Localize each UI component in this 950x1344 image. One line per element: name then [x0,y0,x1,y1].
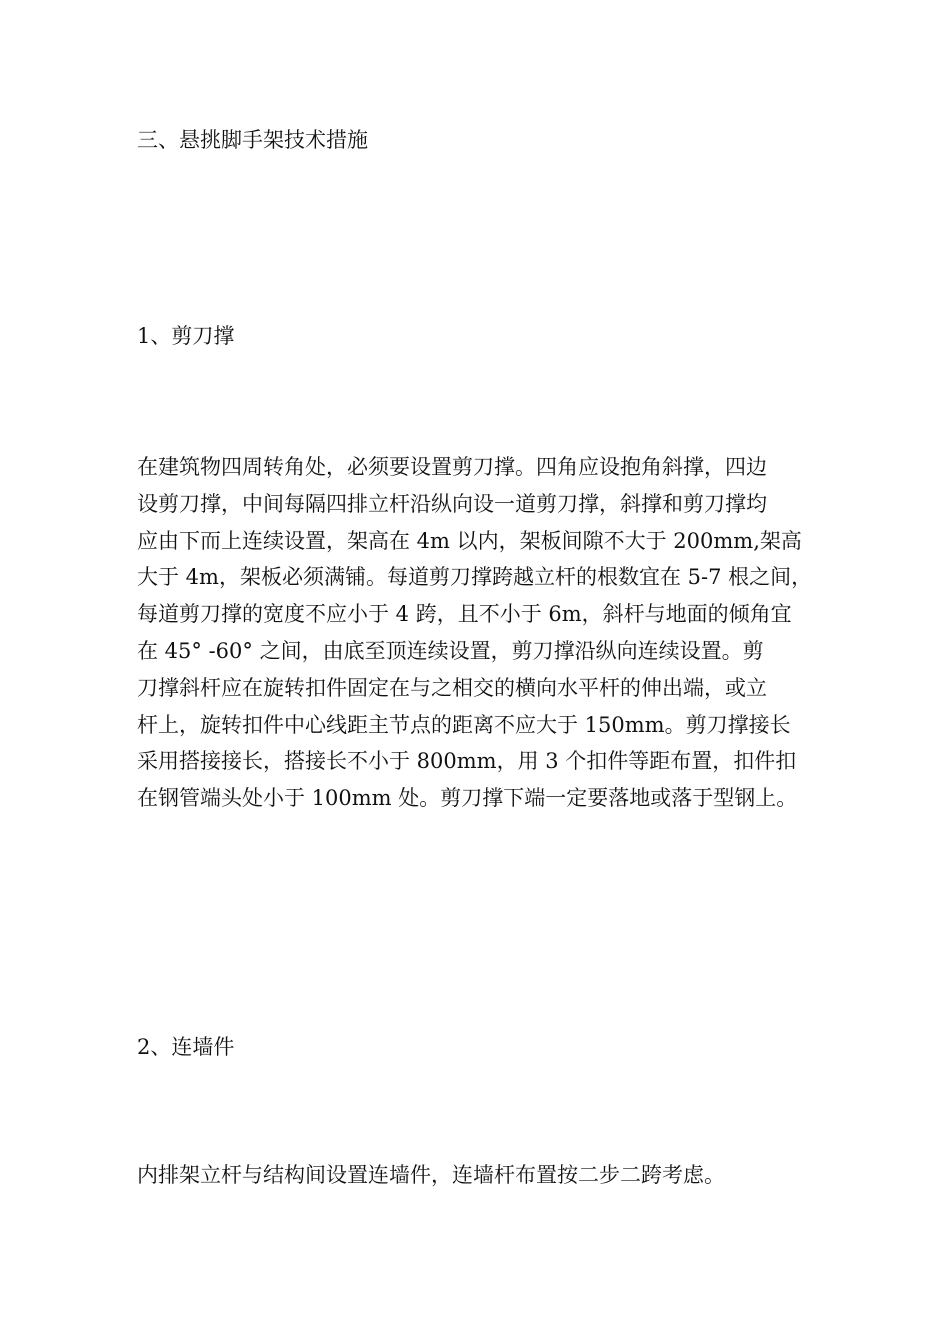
paragraph-line: 每道剪刀撑的宽度不应小于 4 跨，且不小于 6m，斜杆与地面的倾角宜 [137,602,792,627]
paragraph-line: 采用搭接接长，搭接长不小于 800mm，用 3 个扣件等距布置，扣件扣 [137,749,797,774]
section-heading: 三、悬挑脚手架技术措施 [137,128,368,152]
paragraph-line: 在钢管端头处小于 100mm 处。剪刀撑下端一定要落地或落于型钢上。 [137,786,798,811]
paragraph-line: 设剪刀撑，中间每隔四排立杆沿纵向设一道剪刀撑，斜撑和剪刀撑均 [137,491,767,516]
paragraph-line: 应由下而上连续设置，架高在 4m 以内，架板间隙不大于 200mm,架高 [137,528,802,553]
subsection-heading-wall-ties: 2、连墙件 [137,1035,235,1059]
scissor-bracing-paragraph [137,449,827,817]
subsection-heading-scissor-bracing: 1、剪刀撑 [137,324,235,348]
wall-ties-paragraph: 内排架立杆与结构间设置连墙件，连墙杆布置按二步二跨考虑。 [137,1163,725,1187]
paragraph-line: 在 45° -60° 之间，由底至顶连续设置，剪刀撑沿纵向连续设置。剪 [137,638,764,663]
paragraph-line: 杆上，旋转扣件中心线距主节点的距离不应大于 150mm。剪刀撑接长 [137,712,791,737]
paragraph-line: 大于 4m，架板必须满铺。每道剪刀撑跨越立杆的根数宜在 5-7 根之间， [137,565,813,590]
paragraph-line: 刀撑斜杆应在旋转扣件固定在与之相交的横向水平杆的伸出端，或立 [137,675,767,700]
paragraph-line: 在建筑物四周转角处，必须要设置剪刀撑。四角应设抱角斜撑，四边 [137,455,767,479]
